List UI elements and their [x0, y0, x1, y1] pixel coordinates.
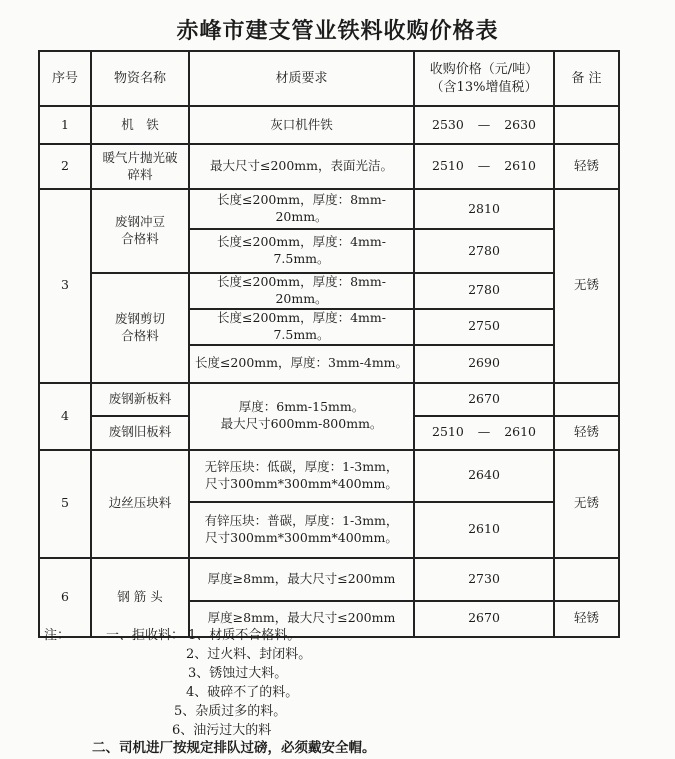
seq-cell: 4	[39, 383, 91, 450]
price-cell: 2750	[414, 309, 554, 345]
price-high: 2630	[504, 116, 536, 132]
item-name	[91, 189, 189, 273]
note-row	[38, 683, 638, 702]
requirement-line1: 厚度：6mm-15mm。	[238, 399, 365, 415]
requirement-cell: 最大尺寸≤200mm，表面光洁。	[189, 144, 414, 189]
rule2-text: 二、司机进厂按规定排队过磅，必须戴安全帽。	[92, 740, 376, 756]
requirement-line2: 尺寸300mm*300mm*400mm。	[205, 529, 398, 545]
price-cell: 2640	[414, 450, 554, 502]
header-requirement: 材质要求	[189, 51, 414, 106]
header-price	[414, 51, 554, 106]
table-row	[39, 106, 619, 144]
requirement-cell: 厚度≥8mm，最大尺寸≤200mm	[189, 558, 414, 601]
item-name	[91, 144, 189, 189]
note-item: 5、杂质过多的料。	[174, 704, 287, 719]
page-title: 赤峰市建支管业铁料收购价格表	[176, 18, 499, 44]
item-name-line2: 合格料	[121, 327, 159, 343]
note-row	[38, 645, 638, 664]
seq-cell: 2	[39, 144, 91, 189]
item-name	[91, 273, 189, 383]
requirement-cell: 长度≤200mm，厚度：8mm-20mm。	[189, 189, 414, 229]
requirement-cell: 长度≤200mm，厚度：4mm-7.5mm。	[189, 309, 414, 345]
note-item: 1、材质不合格料。	[188, 628, 301, 643]
remark-cell	[554, 106, 619, 144]
item-name: 废钢旧板料	[91, 416, 189, 450]
requirement-cell: 灰口机件铁	[189, 106, 414, 144]
seq-cell: 3	[39, 189, 91, 383]
header-row	[39, 51, 619, 106]
note-item: 3、锈蚀过大料。	[188, 666, 288, 681]
price-cell	[414, 416, 554, 450]
remark-cell: 无锈	[554, 450, 619, 558]
remark-cell: 无锈	[554, 189, 619, 383]
table-row	[39, 383, 619, 416]
price-cell: 2780	[414, 229, 554, 273]
price-cell	[414, 144, 554, 189]
remark-cell: 轻锈	[554, 416, 619, 450]
header-name: 物资名称	[91, 51, 189, 106]
remark-cell	[554, 558, 619, 601]
table-row	[39, 144, 619, 189]
requirement-line1: 无锌压块：低碳，厚度：1-3mm，	[204, 458, 399, 474]
item-name: 钢 筋 头	[91, 558, 189, 637]
remark-cell	[554, 383, 619, 416]
item-name: 机 铁	[91, 106, 189, 144]
table-row	[39, 558, 619, 601]
price-cell: 2670	[414, 601, 554, 637]
item-name-line2: 碎料	[127, 166, 153, 182]
note-item: 2、过火料、封闭料。	[186, 647, 312, 662]
price-cell	[414, 106, 554, 144]
remark-cell: 轻锈	[554, 601, 619, 637]
price-cell: 2610	[414, 502, 554, 558]
table-row	[39, 450, 619, 502]
requirement-cell	[189, 502, 414, 558]
price-table	[38, 50, 620, 638]
table-row	[39, 189, 619, 229]
price-high: 2610	[504, 424, 536, 440]
dash: —	[477, 424, 491, 440]
requirement-line2: 最大尺寸600mm-800mm。	[220, 416, 383, 431]
seq-cell: 5	[39, 450, 91, 558]
note-item: 6、油污过大的料	[172, 723, 272, 738]
notes-section	[38, 626, 638, 740]
note-row	[38, 702, 638, 721]
requirement-line2: 尺寸300mm*300mm*400mm。	[205, 475, 398, 491]
requirement-cell	[189, 383, 414, 450]
item-name-line1: 废钢剪切	[114, 310, 165, 326]
note-row	[38, 664, 638, 683]
item-name-line1: 暖气片抛光破	[102, 149, 178, 165]
header-price-line2: （含13%增值税）	[430, 79, 538, 95]
price-cell: 2690	[414, 345, 554, 383]
item-name-line1: 废钢冲豆	[114, 214, 165, 230]
header-price-line1: 收购价格（元/吨）	[429, 61, 539, 77]
requirement-cell: 长度≤200mm，厚度：3mm-4mm。	[189, 345, 414, 383]
seq-cell: 1	[39, 106, 91, 144]
notes-label: 注：	[44, 628, 71, 643]
seq-cell: 6	[39, 558, 91, 637]
requirement-cell: 长度≤200mm，厚度：4mm-7.5mm。	[189, 229, 414, 273]
price-high: 2610	[504, 158, 536, 174]
price-cell: 2810	[414, 189, 554, 229]
price-low: 2510	[432, 424, 464, 440]
dash: —	[477, 116, 491, 132]
price-cell: 2730	[414, 558, 554, 601]
requirement-cell	[189, 450, 414, 502]
requirement-cell: 厚度≥8mm，最大尺寸≤200mm	[189, 601, 414, 637]
price-cell: 2780	[414, 273, 554, 309]
requirement-line1: 有锌压块：普碳，厚度：1-3mm，	[204, 512, 399, 528]
item-name-line2: 合格料	[121, 231, 159, 246]
price-cell: 2670	[414, 383, 554, 416]
dash: —	[477, 158, 491, 174]
rule1-prefix: 一、拒收料：	[106, 628, 185, 643]
table-row	[39, 273, 619, 309]
remark-cell: 轻锈	[554, 144, 619, 189]
price-low: 2510	[432, 158, 464, 174]
requirement-cell: 长度≤200mm，厚度：8mm-20mm。	[189, 273, 414, 309]
item-name: 边丝压块料	[91, 450, 189, 558]
header-remark: 备 注	[554, 51, 619, 106]
note-row	[38, 626, 638, 645]
item-name: 废钢新板料	[91, 383, 189, 416]
note-item: 4、破碎不了的料。	[186, 685, 299, 700]
header-seq: 序号	[39, 51, 91, 106]
price-low: 2530	[432, 116, 464, 132]
